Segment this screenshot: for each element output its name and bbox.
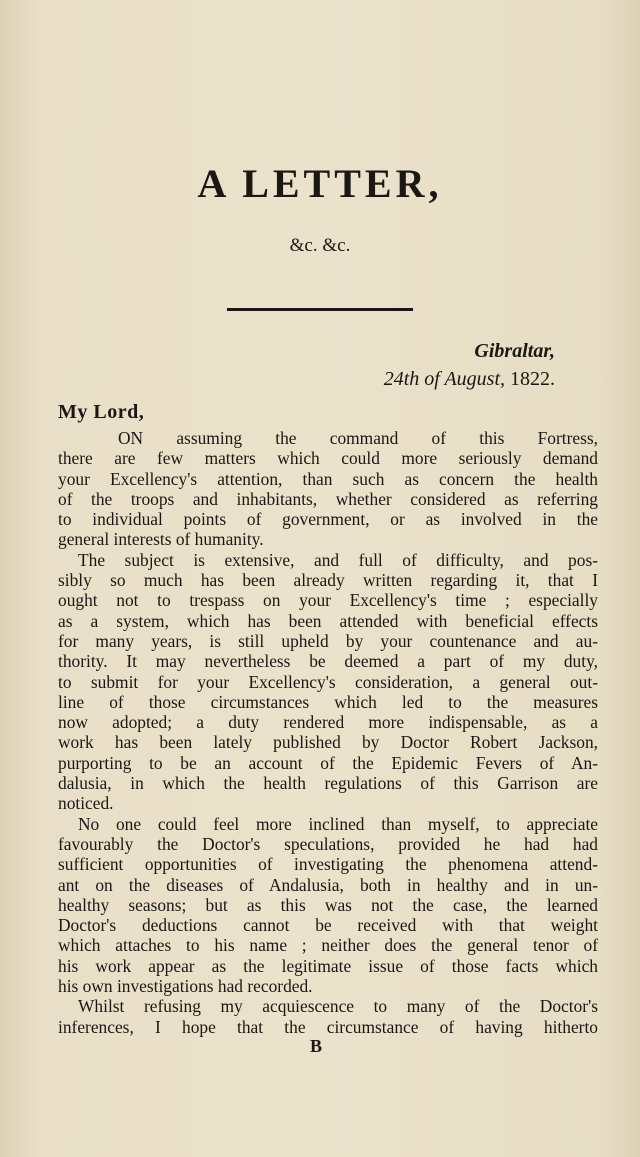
text-line: purporting to be an account of the Epidemic Fevers of An-: [58, 752, 598, 773]
letter-body: [58, 428, 598, 1037]
dateline-day-month: 24th of August,: [383, 368, 505, 390]
text-line: as a system, which has been attended with beneficial effects: [58, 610, 598, 631]
text-line: to individual points of government, or as involved in the: [58, 509, 598, 530]
text-line: dalusia, in which the health regulations of this Garrison are: [58, 773, 598, 794]
text-line: Doctor's deductions cannot be received with that weight: [58, 915, 598, 936]
text-line: line of those circumstances which led to the measures: [58, 691, 598, 712]
text-line: healthy seasons; but as this was not the case, the learned: [58, 894, 598, 915]
text-line: general interests of humanity.: [58, 529, 264, 550]
text-line: to submit for your Excellency's consideration, a general out-: [58, 671, 598, 692]
text-line: for many years, is still upheld by your countenance and au-: [58, 630, 598, 651]
text-line: his work appear as the legitimate issue of those facts which: [58, 955, 598, 976]
text-line: which attaches to his name ; neither does the general tenor of: [58, 935, 598, 956]
dateline-date: [384, 367, 555, 391]
text-line: No one could feel more inclined than myself, to appreciate: [78, 813, 598, 834]
text-line: inferences, I hope that the circumstance of having hitherto: [58, 1016, 598, 1037]
text-line: work has been lately published by Doctor Robert Jackson,: [58, 732, 598, 753]
text-line: his own investigations had recorded.: [58, 976, 313, 997]
title-rule: [227, 308, 413, 311]
text-line: ON assuming the command of this Fortress,: [118, 428, 598, 448]
text-line: The subject is extensive, and full of difficulty, and pos-: [78, 549, 598, 570]
text-line: ant on the diseases of Andalusia, both in healthy and in un-: [58, 874, 598, 895]
text-line: of the troops and inhabitants, whether considered as referring: [58, 488, 598, 509]
dateline-place: Gibraltar,: [474, 340, 555, 362]
signature-mark: B: [310, 1036, 323, 1056]
text-line: now adopted; a duty rendered more indispensable, as a: [58, 712, 598, 733]
dateline-year: 1822.: [510, 368, 555, 390]
letter-subtitle: &c. &c.: [289, 235, 351, 256]
text-line: thority. It may nevertheless be deemed a part of my duty,: [58, 651, 598, 672]
text-line: sibly so much has been already written regarding it, that I: [58, 570, 598, 591]
text-line: favourably the Doctor's speculations, provided he had had: [58, 833, 598, 854]
text-line: there are few matters which could more seriously demand: [58, 448, 598, 469]
text-line: ought not to trespass on your Excellency's time ; especially: [58, 590, 598, 611]
text-line: sufficient opportunities of investigating the phenomena attend-: [58, 854, 598, 875]
text-line: Whilst refusing my acquiescence to many of the Doctor's: [78, 996, 598, 1017]
letter-title: A LETTER,: [197, 161, 443, 206]
text-line: your Excellency's attention, than such as concern the health: [58, 468, 598, 489]
text-line: noticed.: [58, 793, 114, 814]
salutation: My Lord,: [58, 401, 145, 423]
